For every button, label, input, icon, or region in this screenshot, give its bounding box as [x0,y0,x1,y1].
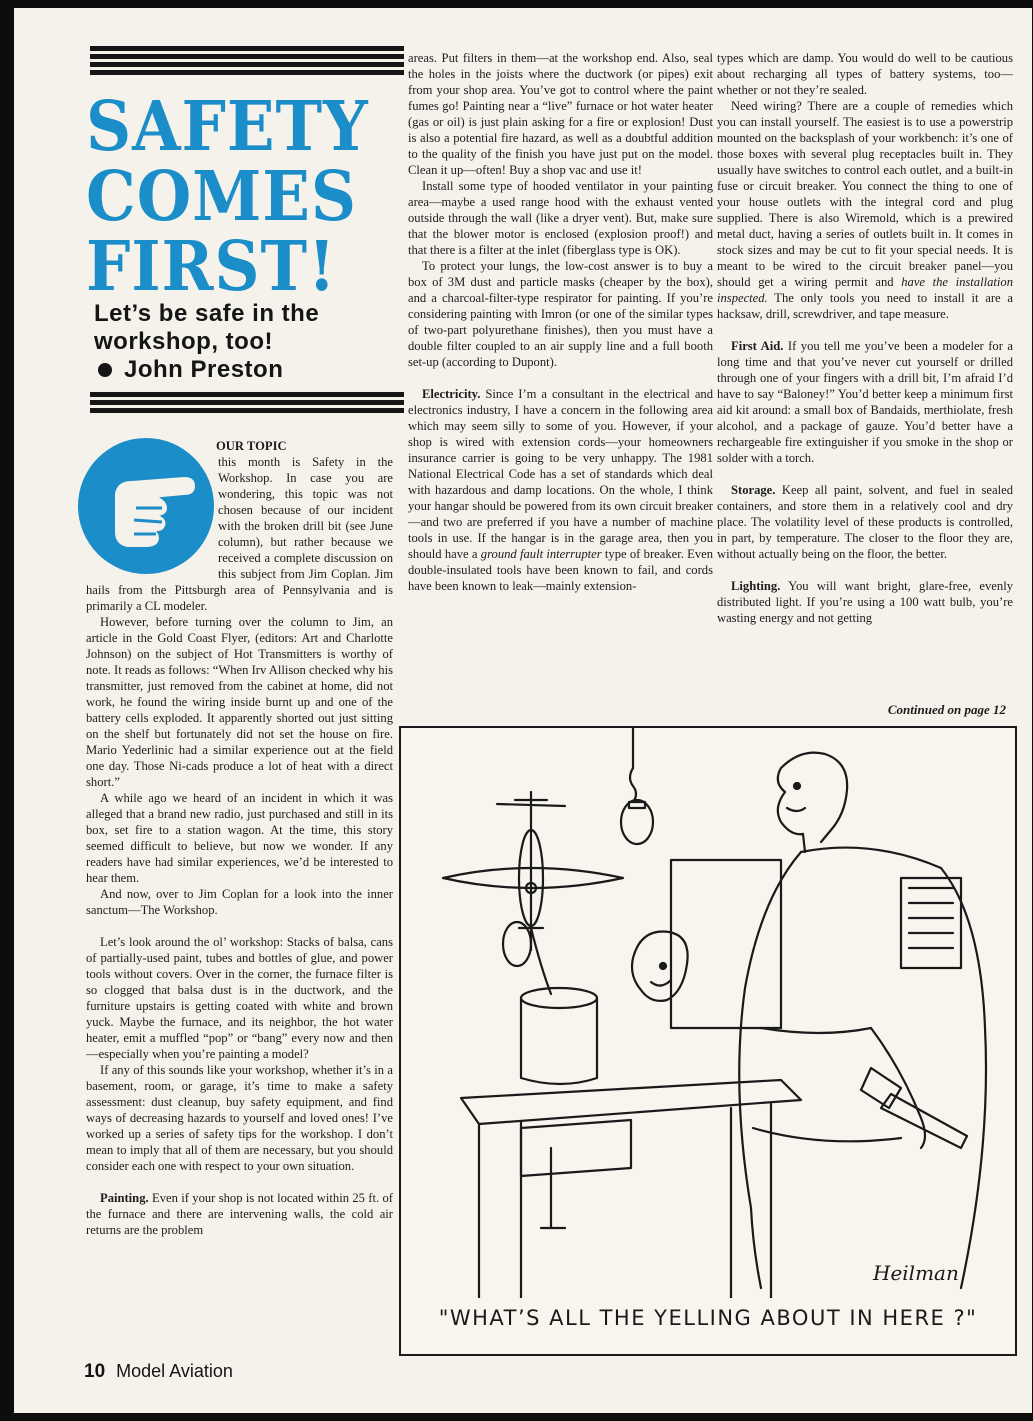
lighting-heading: Lighting. [731,579,781,593]
intro-wrap [216,438,393,454]
intro-lead: OUR TOPIC [216,439,287,453]
article-title [86,87,380,307]
cartoonist-signature: Heilman [873,1261,959,1285]
column1-paragraph-2: However, before turning over the column to Jim, an article in the Gold Coast Flyer, (editors: Art and Charlotte Johnson) on the subject of Hot Transmitters is worthy of note. It reads as follows: “When Irv Allison checked why his transmitter, just removed from the cabinet at home, did not work, he found the wiring inside burnt up and one of the battery cells exploded. It apparently shorted out just sitting on the shelf but fortunately did not set the house on fire. Mario Yederlinic had a similar experience out at the field one day. Those Ni-cads produce a lot of heat with a direct short.” [86,615,393,789]
electricity-heading: Electricity. [422,387,481,401]
column-3 [717,50,1013,700]
column1-paragraph-3: A while ago we heard of an incident in which it was alleged that a brand new radio, just purchased and still in its box, set fire to a station wagon. At the time, this story seemed difficult to believe, but now we wonder. If any readers have had similar experiences, we’d be interested to hear them. [86,791,393,885]
column2-paragraph-2: Install some type of hooded ventilator in your painting area—maybe a used range hood with the exhaust vented outside through the wall (like a dryer vent). But, make sure that the blower motor is enclosed (explosion proof!) and that there is a filter at the inlet (fiberglass type is OK). [408,179,713,257]
column2-paragraph-3: To protect your lungs, the low-cost answer is to buy a box of 3M dust and particle masks (cheaper by the box), and a charcoal-filter-type respirator for painting. If you’re considering painting with Imron (or one of the similar types of two-part polyurethane finishes), then you must have a double filter coupled to an air supply line and a full booth set-up (according to Dupont). [408,259,713,369]
bullet-icon [98,363,112,377]
page-number: 10 [84,1361,106,1382]
column1-paragraph-4: And now, over to Jim Coplan for a look into the inner sanctum—The Workshop. [86,887,393,917]
cartoon-panel [399,726,1017,1356]
magazine-page [14,8,1032,1413]
painting-text: Even if your shop is not located within 25 ft. of the furnace and there are intervening walls, the cold air returns are the problem [86,1191,393,1237]
column1-paragraph-6: If any of this sounds like your workshop, whether it’s in a basement, room, or garage, it’s time to make a safety assessment: dust cleanup, buy safety equipment, and find ways of decreasing hazards to yourself and loved ones! I’ve worked up a series of safety tips for the workshop. I don’t mean to imply that all of them are necessary, but you should consider each one with respect to your own situation. [86,1063,393,1173]
cartoon-illustration [401,728,1015,1298]
author-name: John Preston [124,356,284,383]
page-footer [84,1361,233,1383]
title-line-2: COMES [86,157,358,237]
title-line-1: SAFETY [86,87,369,167]
byline [94,356,404,384]
top-rule-block [90,46,404,78]
painting-heading: Painting. [100,1191,149,1205]
wiring-italic: have the installation inspected. [717,275,1013,305]
column1-paragraph-5: Let’s look around the ol’ workshop: Stacks of balsa, cans of partially-used paint, tubes and bottles of glue, and power tools without covers. Over in the corner, the furnace filter is so clogged that balsa dust is in the ductwork, and the furniture upstairs is getting coated with white and brown yuck. Maybe the furnace, and its neighbor, the hot water heater, emit a muffled “pop” or “bang” every now and then—especially when you’re painting a model? [86,935,393,1061]
continued-line: Continued on page 12 [887,702,1006,717]
first-aid-heading: First Aid. [731,339,784,353]
electricity-text: Since I’m a consultant in the electrical and electronics industry, I have a concern in the following area which may seem silly to some of you. However, if your shop is wired with extension cords—your homeowners insurance carrier is going to be very unhappy. The 1981 National Electrical Code has a set of standards which deal with hazardous and damp locations. On the whole, I think your hangar should be powered from its own circuit breaker—and two are preferred if you have a number of machine tools in use. If the hangar is in the garage area, then you should have a [408,387,713,561]
electricity-tail: type of breaker. Even double-insulated tools have been known to fail, and cords have been known to leak—mainly extension- [408,547,713,593]
column-2 [408,50,713,718]
bottom-rule-block [90,392,404,416]
lighting-text: You will want bright, glare-free, evenly distributed light. If you’re using a 100 watt bulb, you’re wasting energy and not getting [717,579,1013,625]
intro-paragraph: this month is Safety in the Workshop. In case you are wondering, this topic was not chosen because of our incident with the broken drill bit (see June column), but rather because we received a complete discussion on this subject from Jim Coplan. Jim hails from the Pittsburgh area of Pennsylvania and is primarily a CL modeler. [86,455,393,613]
storage-text: Keep all paint, solvent, and fuel in sealed containers, and store them in a relatively cool and dry place. The volatility level of these products is controlled, in part, by temperature. The closer to the floor they are, without actually being on the floor, the better. [717,483,1013,561]
article-subtitle: Let’s be safe in the workshop, too! [94,300,320,355]
magazine-name: Model Aviation [116,1361,233,1381]
column2-paragraph-1: areas. Put filters in them—at the workshop end. Also, seal the holes in the joists where the ductwork (or pipes) exit from your shop area. You’ve got to control where the paint fumes go! Painting near a “live” furnace or hot water heater (gas or oil) is just plain asking for a fire or explosion! Dust is also a potential fire hazard, as well as a doubtful addition to the quality of the finish you have just put on the model. Clean it up—often! Buy a shop vac and use it! [408,51,713,177]
column-1 [86,454,393,1334]
storage-heading: Storage. [731,483,776,497]
wiring-text: Need wiring? There are a couple of remedies which you can install yourself. The easiest is to use a powerstrip mounted on the backsplash of your workbench: it’s one of those boxes with several plug receptacles built in. They usually have switches to control each outlet, and a built-in fuse or circuit breaker. You connect the thing to one of your house outlets with the integral cord and plug supplied. There is also Wiremold, which is a prewired metal duct, having a series of outlets built in. It comes in stock sizes and may be cut to fit your special needs. It is meant to be wired to the circuit breaker panel—you should get a wiring permit and [717,99,1013,289]
first-aid-text: If you tell me you’ve been a modeler for a long time and that you’ve never cut yourself or drilled through one of your fingers with a drill bit, I’m afraid I’d have to say “Baloney!” You’d better keep a minimum first aid kit around: a small box of Bandaids, merthiolate, fresh alcohol, and a package of gauze. You’d better have a rechargeable fire extinguisher if you smoke in the shop or solder with a torch. [717,339,1013,465]
cartoon-caption: "WHAT’S ALL THE YELLING ABOUT IN HERE ?" [438,1306,978,1330]
column3-paragraph-1: types which are damp. You would do well to be cautious about recharging all types of battery systems, too—whether or not they’re sealed. [717,51,1013,97]
title-line-3: FIRST! [86,227,337,307]
article-subhead [94,300,404,384]
electricity-italic: ground fault interrupter [480,547,602,561]
wiring-tail: The only tools you need to install it are a hacksaw, drill, screwdriver, and tape measure. [717,291,1013,321]
